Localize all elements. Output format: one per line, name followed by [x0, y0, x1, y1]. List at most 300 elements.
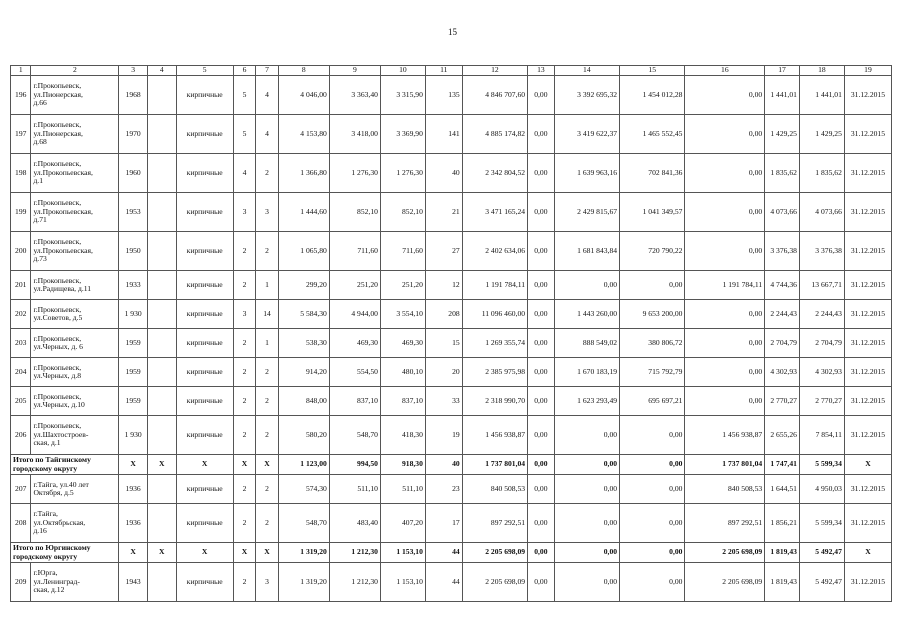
- column-number-13: 13: [528, 66, 555, 76]
- col-8: 548,70: [278, 504, 329, 543]
- col-16: 0,00: [685, 115, 765, 154]
- col-17: 3 376,38: [765, 232, 800, 271]
- entrances: 2: [256, 416, 278, 455]
- col-12: 1 191 784,11: [462, 271, 527, 300]
- col-14: 2 429 815,67: [554, 193, 619, 232]
- total-col-14: 0,00: [554, 543, 619, 563]
- col-8: 1 444,60: [278, 193, 329, 232]
- wall-material: кирпичные: [176, 358, 233, 387]
- col-17: 1 856,21: [765, 504, 800, 543]
- entrances: 3: [256, 563, 278, 602]
- col-9: 711,60: [329, 232, 380, 271]
- total-col-7: X: [256, 455, 278, 475]
- col-4: [147, 475, 176, 504]
- col-15: 1 454 012,28: [620, 76, 685, 115]
- wall-material: кирпичные: [176, 300, 233, 329]
- col-12: 1 456 938,87: [462, 416, 527, 455]
- total-col-19: X: [844, 455, 891, 475]
- total-col-9: 994,50: [329, 455, 380, 475]
- table-row: [11, 416, 892, 455]
- address-line: ул.Октябрьская,: [33, 517, 86, 527]
- floors: 2: [233, 416, 255, 455]
- total-col-14: 0,00: [554, 455, 619, 475]
- build-year: 1960: [119, 154, 148, 193]
- entrances: 14: [256, 300, 278, 329]
- col-13: 0,00: [528, 154, 555, 193]
- col-18: 1 429,25: [799, 115, 844, 154]
- address-line: ул.Черных, д. 6: [33, 342, 83, 351]
- col-4: [147, 416, 176, 455]
- col-8: 299,20: [278, 271, 329, 300]
- column-number-18: 18: [799, 66, 844, 76]
- floors: 2: [233, 387, 255, 416]
- col-16: 897 292,51: [685, 504, 765, 543]
- total-col-6: X: [233, 543, 255, 563]
- build-year: 1968: [119, 76, 148, 115]
- col-14: 3 419 622,37: [554, 115, 619, 154]
- build-year: 1 930: [119, 300, 148, 329]
- col-13: 0,00: [528, 193, 555, 232]
- col-4: [147, 358, 176, 387]
- address-cell: [31, 475, 119, 504]
- col-8: 4 046,00: [278, 76, 329, 115]
- completion-date: 31.12.2015: [844, 154, 891, 193]
- col-13: 0,00: [528, 504, 555, 543]
- col-4: [147, 271, 176, 300]
- col-10: 711,60: [380, 232, 425, 271]
- col-9: 554,50: [329, 358, 380, 387]
- col-8: 4 153,80: [278, 115, 329, 154]
- completion-date: 31.12.2015: [844, 300, 891, 329]
- total-col-7: X: [256, 543, 278, 563]
- address-line: г.Прокопьевск,: [33, 333, 82, 343]
- col-12: 2 385 975,98: [462, 358, 527, 387]
- wall-material: кирпичные: [176, 232, 233, 271]
- completion-date: 31.12.2015: [844, 563, 891, 602]
- total-col-15: 0,00: [620, 543, 685, 563]
- col-16: 0,00: [685, 154, 765, 193]
- row-number: 201: [11, 271, 31, 300]
- address-line: д.66: [33, 98, 47, 108]
- col-13: 0,00: [528, 475, 555, 504]
- table-row: [11, 329, 892, 358]
- address-line: г.Прокопьевск,: [33, 237, 82, 247]
- address-line: ул.Пионерская,: [33, 128, 83, 138]
- completion-date: 31.12.2015: [844, 416, 891, 455]
- col-9: 1 276,30: [329, 154, 380, 193]
- build-year: 1959: [119, 329, 148, 358]
- table-row: [11, 358, 892, 387]
- col-14: 0,00: [554, 475, 619, 504]
- total-label: Итого по Юргинскому городскому округу: [11, 543, 119, 563]
- col-17: 1 441,01: [765, 76, 800, 115]
- wall-material: кирпичные: [176, 504, 233, 543]
- col-15: 715 792,79: [620, 358, 685, 387]
- total-col-10: 1 153,10: [380, 543, 425, 563]
- row-number: 206: [11, 416, 31, 455]
- build-year: 1936: [119, 475, 148, 504]
- col-16: 840 508,53: [685, 475, 765, 504]
- col-16: 1 191 784,11: [685, 271, 765, 300]
- col-10: 1 153,10: [380, 563, 425, 602]
- col-16: 0,00: [685, 300, 765, 329]
- col-11: 44: [425, 563, 462, 602]
- column-number-row: [11, 66, 892, 76]
- total-col-16: 2 205 698,09: [685, 543, 765, 563]
- address-cell: [31, 76, 119, 115]
- row-number: 197: [11, 115, 31, 154]
- column-number-16: 16: [685, 66, 765, 76]
- total-col-6: X: [233, 455, 255, 475]
- wall-material: кирпичные: [176, 416, 233, 455]
- total-col-9: 1 212,30: [329, 543, 380, 563]
- col-15: 0,00: [620, 416, 685, 455]
- column-number-8: 8: [278, 66, 329, 76]
- wall-material: кирпичные: [176, 329, 233, 358]
- col-9: 837,10: [329, 387, 380, 416]
- col-11: 15: [425, 329, 462, 358]
- col-18: 4 950,03: [799, 475, 844, 504]
- entrances: 4: [256, 115, 278, 154]
- col-8: 1 065,80: [278, 232, 329, 271]
- col-18: 7 854,11: [799, 416, 844, 455]
- col-4: [147, 154, 176, 193]
- col-10: 3 315,90: [380, 76, 425, 115]
- col-16: 0,00: [685, 193, 765, 232]
- total-col-5: X: [176, 455, 233, 475]
- col-18: 2 704,79: [799, 329, 844, 358]
- col-4: [147, 115, 176, 154]
- total-label: Итого по Тайгинскому городскому округу: [11, 455, 119, 475]
- col-16: 1 456 938,87: [685, 416, 765, 455]
- total-col-5: X: [176, 543, 233, 563]
- table-row: [11, 232, 892, 271]
- row-number: 205: [11, 387, 31, 416]
- col-18: 13 667,71: [799, 271, 844, 300]
- floors: 3: [233, 300, 255, 329]
- col-12: 2 342 804,52: [462, 154, 527, 193]
- col-15: 9 653 200,00: [620, 300, 685, 329]
- col-11: 23: [425, 475, 462, 504]
- build-year: 1 930: [119, 416, 148, 455]
- row-number: 204: [11, 358, 31, 387]
- col-16: 0,00: [685, 358, 765, 387]
- floors: 5: [233, 115, 255, 154]
- col-11: 12: [425, 271, 462, 300]
- column-number-9: 9: [329, 66, 380, 76]
- total-col-12: 2 205 698,09: [462, 543, 527, 563]
- build-year: 1950: [119, 232, 148, 271]
- col-18: 4 073,66: [799, 193, 844, 232]
- table-row: [11, 504, 892, 543]
- address-line: ул.Пионерская,: [33, 89, 83, 99]
- col-11: 21: [425, 193, 462, 232]
- address-cell: [31, 115, 119, 154]
- total-row: [11, 543, 892, 563]
- col-14: 1 639 963,16: [554, 154, 619, 193]
- column-number-14: 14: [554, 66, 619, 76]
- col-10: 480,10: [380, 358, 425, 387]
- address-cell: [31, 416, 119, 455]
- col-11: 208: [425, 300, 462, 329]
- wall-material: кирпичные: [176, 271, 233, 300]
- col-9: 548,70: [329, 416, 380, 455]
- entrances: 1: [256, 329, 278, 358]
- floors: 2: [233, 563, 255, 602]
- entrances: 1: [256, 271, 278, 300]
- col-4: [147, 76, 176, 115]
- col-14: 0,00: [554, 504, 619, 543]
- total-col-13: 0,00: [528, 543, 555, 563]
- col-18: 5 492,47: [799, 563, 844, 602]
- col-12: 3 471 165,24: [462, 193, 527, 232]
- row-number: 207: [11, 475, 31, 504]
- address-line: ул.Черных, д.8: [33, 371, 82, 380]
- address-line: ул.Прокопьевская,: [33, 167, 93, 177]
- col-15: 0,00: [620, 475, 685, 504]
- col-10: 3 554,10: [380, 300, 425, 329]
- col-10: 251,20: [380, 271, 425, 300]
- col-8: 538,30: [278, 329, 329, 358]
- entrances: 2: [256, 358, 278, 387]
- total-col-3: X: [119, 455, 148, 475]
- address-line: ул.Шахтостроев-: [33, 429, 89, 439]
- total-col-4: X: [147, 543, 176, 563]
- row-number: 208: [11, 504, 31, 543]
- address-cell: [31, 271, 119, 300]
- col-11: 135: [425, 76, 462, 115]
- col-16: 0,00: [685, 329, 765, 358]
- col-9: 4 944,00: [329, 300, 380, 329]
- address-line: г.Прокопьевск,: [33, 159, 82, 169]
- address-line: г.Прокопьевск,: [33, 275, 82, 285]
- address-line: ская, д.12: [33, 585, 65, 595]
- col-18: 2 770,27: [799, 387, 844, 416]
- entrances: 4: [256, 76, 278, 115]
- build-year: 1959: [119, 358, 148, 387]
- col-12: 1 269 355,74: [462, 329, 527, 358]
- col-10: 511,10: [380, 475, 425, 504]
- col-14: 0,00: [554, 271, 619, 300]
- table-row: [11, 76, 892, 115]
- col-8: 5 584,30: [278, 300, 329, 329]
- floors: 2: [233, 475, 255, 504]
- col-14: 0,00: [554, 416, 619, 455]
- col-9: 3 363,40: [329, 76, 380, 115]
- address-line: д.16: [33, 526, 47, 536]
- entrances: 2: [256, 475, 278, 504]
- total-col-18: 5 599,34: [799, 455, 844, 475]
- completion-date: 31.12.2015: [844, 475, 891, 504]
- row-number: 200: [11, 232, 31, 271]
- floors: 2: [233, 504, 255, 543]
- col-13: 0,00: [528, 232, 555, 271]
- table-body: [11, 66, 892, 602]
- address-line: г.Прокопьевск,: [33, 304, 82, 314]
- col-8: 580,20: [278, 416, 329, 455]
- col-10: 407,20: [380, 504, 425, 543]
- floors: 2: [233, 358, 255, 387]
- col-14: 0,00: [554, 563, 619, 602]
- address-line: г.Тайга, ул.40 лет: [33, 479, 89, 489]
- col-12: 4 885 174,82: [462, 115, 527, 154]
- column-number-6: 6: [233, 66, 255, 76]
- floors: 2: [233, 271, 255, 300]
- address-cell: [31, 387, 119, 416]
- column-number-12: 12: [462, 66, 527, 76]
- col-18: 1 835,62: [799, 154, 844, 193]
- total-col-8: 1 319,20: [278, 543, 329, 563]
- floors: 2: [233, 329, 255, 358]
- col-18: 3 376,38: [799, 232, 844, 271]
- col-11: 40: [425, 154, 462, 193]
- address-cell: [31, 329, 119, 358]
- col-18: 2 244,43: [799, 300, 844, 329]
- address-line: ул.Прокопьевская,: [33, 206, 93, 216]
- address-cell: [31, 154, 119, 193]
- row-number: 203: [11, 329, 31, 358]
- address-cell: [31, 300, 119, 329]
- col-16: 2 205 698,09: [685, 563, 765, 602]
- col-13: 0,00: [528, 358, 555, 387]
- col-13: 0,00: [528, 300, 555, 329]
- col-10: 1 276,30: [380, 154, 425, 193]
- table-row: [11, 475, 892, 504]
- col-4: [147, 504, 176, 543]
- col-13: 0,00: [528, 115, 555, 154]
- completion-date: 31.12.2015: [844, 115, 891, 154]
- completion-date: 31.12.2015: [844, 193, 891, 232]
- row-number: 209: [11, 563, 31, 602]
- row-number: 202: [11, 300, 31, 329]
- row-number: 196: [11, 76, 31, 115]
- entrances: 2: [256, 154, 278, 193]
- col-9: 3 418,00: [329, 115, 380, 154]
- wall-material: кирпичные: [176, 475, 233, 504]
- address-line: ул.Советов, д.5: [33, 313, 83, 322]
- total-col-13: 0,00: [528, 455, 555, 475]
- col-12: 11 096 460,00: [462, 300, 527, 329]
- address-line: г.Прокопьевск,: [33, 81, 82, 91]
- build-year: 1936: [119, 504, 148, 543]
- address-line: ул.Ленинград-: [33, 576, 80, 586]
- total-col-10: 918,30: [380, 455, 425, 475]
- total-col-8: 1 123,00: [278, 455, 329, 475]
- completion-date: 31.12.2015: [844, 358, 891, 387]
- col-13: 0,00: [528, 76, 555, 115]
- col-13: 0,00: [528, 271, 555, 300]
- total-col-16: 1 737 801,04: [685, 455, 765, 475]
- col-14: 1 623 293,49: [554, 387, 619, 416]
- col-18: 5 599,34: [799, 504, 844, 543]
- col-15: 1 465 552,45: [620, 115, 685, 154]
- address-cell: [31, 358, 119, 387]
- column-number-5: 5: [176, 66, 233, 76]
- col-13: 0,00: [528, 329, 555, 358]
- col-17: 1 644,51: [765, 475, 800, 504]
- table-row: [11, 387, 892, 416]
- table-row: [11, 154, 892, 193]
- column-number-1: 1: [11, 66, 31, 76]
- col-16: 0,00: [685, 76, 765, 115]
- address-cell: [31, 232, 119, 271]
- row-number: 198: [11, 154, 31, 193]
- floors: 3: [233, 193, 255, 232]
- col-10: 3 369,90: [380, 115, 425, 154]
- col-10: 469,30: [380, 329, 425, 358]
- col-14: 1 670 183,19: [554, 358, 619, 387]
- column-number-10: 10: [380, 66, 425, 76]
- col-14: 3 392 695,32: [554, 76, 619, 115]
- col-12: 2 205 698,09: [462, 563, 527, 602]
- address-line: г.Тайга,: [33, 509, 58, 519]
- address-line: ская, д.1: [33, 438, 61, 448]
- address-line: д.1: [33, 176, 43, 186]
- col-13: 0,00: [528, 563, 555, 602]
- build-year: 1953: [119, 193, 148, 232]
- wall-material: кирпичные: [176, 387, 233, 416]
- col-8: 574,30: [278, 475, 329, 504]
- col-11: 20: [425, 358, 462, 387]
- col-12: 2 318 990,70: [462, 387, 527, 416]
- floors: 5: [233, 76, 255, 115]
- entrances: 3: [256, 193, 278, 232]
- table-row: [11, 563, 892, 602]
- table-row: [11, 115, 892, 154]
- address-line: ул.Прокопьевская,: [33, 245, 93, 255]
- completion-date: 31.12.2015: [844, 329, 891, 358]
- column-number-2: 2: [31, 66, 119, 76]
- housing-registry-table: [10, 65, 892, 602]
- entrances: 2: [256, 387, 278, 416]
- col-15: 0,00: [620, 504, 685, 543]
- col-17: 2 244,43: [765, 300, 800, 329]
- col-15: 380 806,72: [620, 329, 685, 358]
- col-9: 1 212,30: [329, 563, 380, 602]
- col-13: 0,00: [528, 387, 555, 416]
- col-8: 1 366,80: [278, 154, 329, 193]
- column-number-3: 3: [119, 66, 148, 76]
- address-line: д.73: [33, 254, 47, 264]
- column-number-7: 7: [256, 66, 278, 76]
- col-15: 720 790,22: [620, 232, 685, 271]
- row-number: 199: [11, 193, 31, 232]
- completion-date: 31.12.2015: [844, 271, 891, 300]
- col-17: 2 704,79: [765, 329, 800, 358]
- column-number-19: 19: [844, 66, 891, 76]
- col-9: 852,10: [329, 193, 380, 232]
- total-col-17: 1 819,43: [765, 543, 800, 563]
- total-col-12: 1 737 801,04: [462, 455, 527, 475]
- col-8: 848,00: [278, 387, 329, 416]
- address-line: Октября, д.5: [33, 488, 74, 497]
- col-12: 2 402 634,06: [462, 232, 527, 271]
- col-9: 511,10: [329, 475, 380, 504]
- table-row: [11, 193, 892, 232]
- col-11: 141: [425, 115, 462, 154]
- col-12: 897 292,51: [462, 504, 527, 543]
- col-15: 695 697,21: [620, 387, 685, 416]
- page-number: 15: [448, 27, 457, 37]
- build-year: 1933: [119, 271, 148, 300]
- wall-material: кирпичные: [176, 115, 233, 154]
- col-11: 33: [425, 387, 462, 416]
- col-17: 1 835,62: [765, 154, 800, 193]
- entrances: 2: [256, 504, 278, 543]
- completion-date: 31.12.2015: [844, 232, 891, 271]
- table-row: [11, 300, 892, 329]
- col-4: [147, 329, 176, 358]
